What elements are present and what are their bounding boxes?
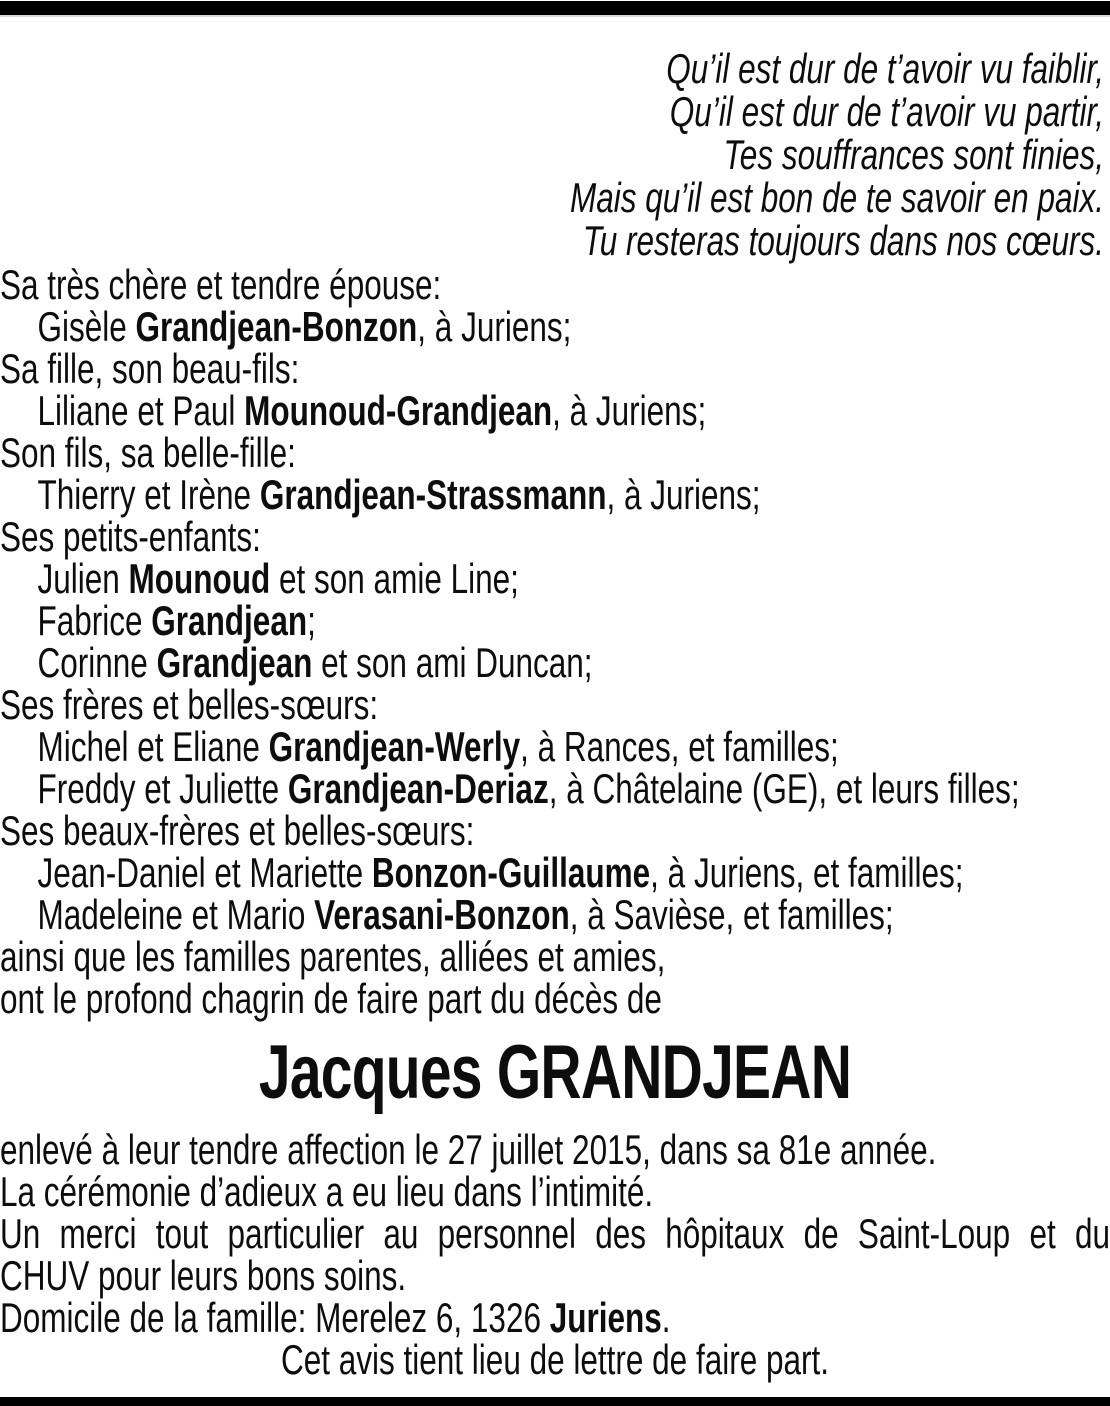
member-post-text: , à Juriens; — [606, 471, 761, 518]
member-pre-text: Thierry et Irène — [37, 471, 260, 518]
family-member-line — [0, 597, 1110, 644]
thanks-line-2: CHUV pour leurs bons soins. — [0, 1252, 407, 1299]
address-pre-text: Domicile de la famille: Merelez 6, 1326 — [0, 1294, 550, 1341]
relation-label: ainsi que les familles parentes, alliées et amies, — [0, 933, 666, 980]
member-name: Grandjean-Werly — [268, 723, 521, 770]
member-name: Bonzon-Guillaume — [371, 849, 651, 896]
member-pre-text: Michel et Eliane — [37, 723, 269, 770]
member-pre-text: Liliane et Paul — [37, 387, 245, 434]
memorial-poem — [0, 47, 1110, 262]
member-name: Grandjean-Bonzon — [135, 303, 418, 350]
family-member-line — [0, 387, 1110, 434]
poem-line: Tu resteras toujours dans nos cœurs. — [582, 217, 1104, 264]
member-name: Grandjean-Deriaz — [287, 765, 549, 812]
poem-line: Qu’il est dur de t’avoir vu partir, — [669, 88, 1104, 135]
member-post-text: , à Rances, et familles; — [520, 723, 839, 770]
relation-label: ont le profond chagrin de faire part du décès de — [0, 975, 662, 1022]
family-member-line — [0, 555, 1110, 602]
relation-label: Ses frères et belles-sœurs: — [0, 681, 379, 728]
family-list — [0, 261, 1110, 1022]
member-post-text: , à Juriens; — [417, 303, 572, 350]
member-name: Verasani-Bonzon — [314, 891, 570, 938]
deceased-name-title: Jacques GRANDJEAN — [258, 1030, 852, 1115]
relation-label: Sa très chère et tendre épouse: — [0, 261, 442, 308]
member-post-text: , à Juriens; — [552, 387, 707, 434]
member-pre-text: Freddy et Juliette — [37, 765, 288, 812]
family-member-line — [0, 303, 1110, 350]
member-pre-text: Corinne — [37, 639, 157, 686]
member-post-text: , à Savièse, et familles; — [569, 891, 894, 938]
member-pre-text: Gisèle — [37, 303, 136, 350]
member-name: Grandjean-Strassmann — [259, 471, 607, 518]
member-pre-text: Fabrice — [37, 597, 152, 644]
relation-label: Sa fille, son beau-fils: — [0, 345, 300, 392]
member-name: Mounoud-Grandjean — [244, 387, 553, 434]
poem-line: Tes souffrances sont finies, — [723, 131, 1104, 178]
bottom-black-bar — [0, 1397, 1110, 1406]
family-member-line — [0, 639, 1110, 686]
member-post-text: ; — [307, 597, 316, 644]
member-pre-text: Madeleine et Mario — [37, 891, 315, 938]
relation-label: Ses petits-enfants: — [0, 513, 261, 560]
faire-part-notice-line: Cet avis tient lieu de lettre de faire part. — [280, 1336, 830, 1383]
address-post-text: . — [661, 1294, 671, 1341]
family-address-line — [0, 1294, 1110, 1341]
address-town: Juriens — [549, 1294, 662, 1341]
family-member-line — [0, 849, 1110, 896]
member-post-text: et son ami Duncan; — [312, 639, 593, 686]
family-member-line — [0, 471, 1110, 518]
poem-line: Qu’il est dur de t’avoir vu faiblir, — [666, 45, 1104, 92]
member-post-text: , à Juriens, et familles; — [650, 849, 964, 896]
family-member-line — [0, 723, 1110, 770]
ceremony-line: La cérémonie d’adieux a eu lieu dans l’intimité. — [0, 1168, 654, 1215]
closing-text — [0, 1126, 1110, 1383]
family-member-line — [0, 891, 1110, 938]
member-pre-text: Jean-Daniel et Mariette — [37, 849, 372, 896]
member-name: Mounoud — [128, 555, 271, 602]
thanks-line-1: Un merci tout particulier au personnel des hôpitaux de Saint-Loup et du — [0, 1210, 1110, 1257]
relation-label: Son fils, sa belle-fille: — [0, 429, 296, 476]
member-post-text: , à Châtelaine (GE), et leurs filles; — [548, 765, 1020, 812]
relation-label: Ses beaux-frères et belles-sœurs: — [0, 807, 475, 854]
member-name: Grandjean — [151, 597, 308, 644]
poem-line: Mais qu’il est bon de te savoir en paix. — [569, 174, 1104, 221]
member-pre-text: Julien — [37, 555, 129, 602]
member-name: Grandjean — [156, 639, 313, 686]
member-post-text: et son amie Line; — [270, 555, 519, 602]
death-date-line: enlevé à leur tendre affection le 27 juillet 2015, dans sa 81e année. — [0, 1126, 937, 1173]
family-member-line — [0, 765, 1110, 812]
